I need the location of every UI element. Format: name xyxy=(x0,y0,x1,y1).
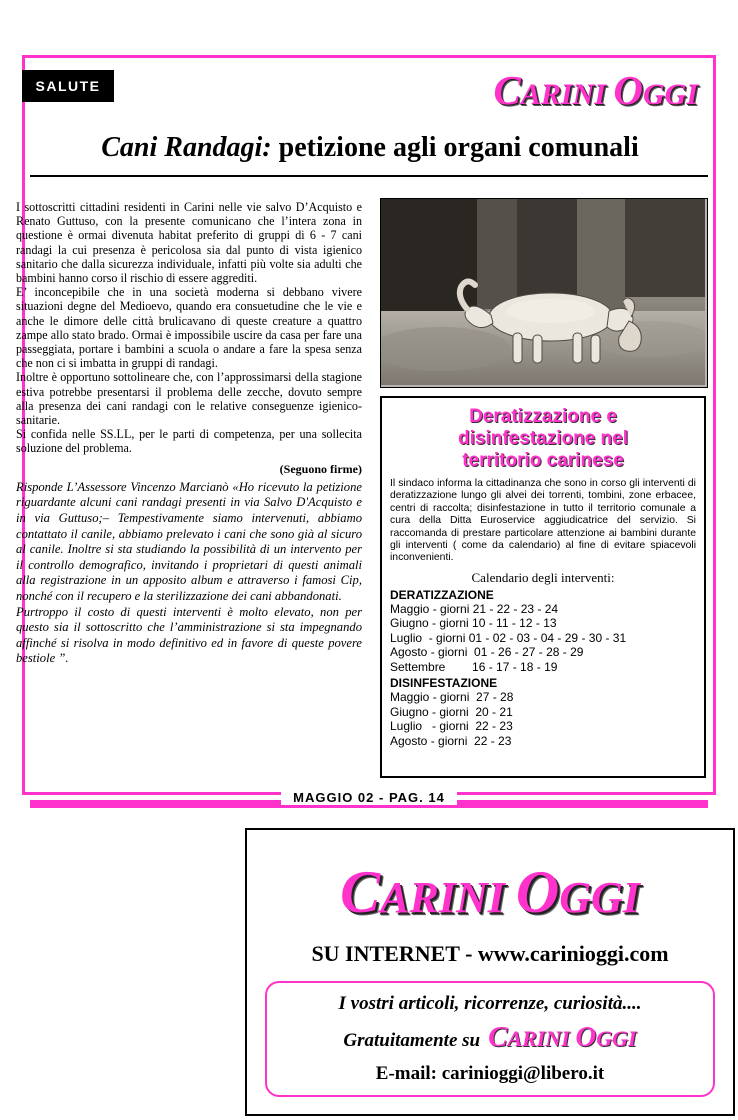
calendar-section-title: DERATIZZAZIONE xyxy=(390,587,494,602)
advert-masthead xyxy=(247,858,733,927)
article-signature: (Seguono firme) xyxy=(279,461,362,476)
calendar-row: Agosto - giorni 22 - 23 xyxy=(390,733,512,748)
article-paragraph: E’ inconcepibile che in una società moderna si debbano vivere situazioni degne del Medioevo, quando era consuetudine che le vie e anche le dimore delle città brulicavano di queste creature a quattro zampe allo stato brado. Ormai è impossibile uscire da casa per fare una passeggiata, portare i bambini a scuola o andare a fare la spesa senza che non ci si imbatta in gruppi di randagi. xyxy=(16,285,362,371)
advert-inner-line2-text: Gratuitamente su xyxy=(343,1030,481,1051)
deratizzazione-body: Il sindaco informa la cittadinanza che sono in corso gli interventi di deratizzazione lungo gli alvei dei torrenti, tombini, zone erbacee, centri di raccolta; disinfestazione in tutto il territorio comunale a cura della Ditta Euroservice aggiudicatrice del servizio. Si raccomanda di prestare particolare attenzione ai bambini durante gli interventi ( come da calendario) al fine di evitare spiacevoli inconvenienti. xyxy=(390,478,696,564)
advert-inner-mini-ggi: GGI xyxy=(596,1026,637,1051)
deratizzazione-title-line3: territorio carinese xyxy=(462,450,624,471)
article-headline xyxy=(30,132,710,164)
section-tab-salute xyxy=(22,70,114,102)
article-paragraph: Si confida nelle SS.LL, per le parti di competenza, per una sollecita soluzione del problema. xyxy=(16,427,362,456)
advert-masthead-text-arini: ARINI xyxy=(380,873,516,922)
advert-masthead-cap-o: O xyxy=(515,859,560,925)
deratizzazione-title xyxy=(390,406,696,472)
footer-issue-label: MAGGIO 02 - PAG. 14 xyxy=(281,790,457,805)
advert-inner-mini-cap-o: O xyxy=(575,1021,597,1053)
deratizzazione-box xyxy=(380,396,706,778)
section-tab-label: SALUTE xyxy=(35,78,101,94)
calendar-row: Settembre 16 - 17 - 18 - 19 xyxy=(390,659,558,674)
advert-inner-box xyxy=(265,981,715,1097)
calendar-row: Luglio - giorni 22 - 23 xyxy=(390,719,513,734)
advert-inner-line2 xyxy=(275,1021,705,1054)
calendar-section-title: DISINFESTAZIONE xyxy=(390,676,498,691)
calendar-heading: Calendario degli interventi: xyxy=(471,569,615,585)
stray-dog-photo-graphic xyxy=(381,199,705,385)
footer-issue-line xyxy=(0,790,738,805)
advert-internet-line[interactable]: SU INTERNET - www.carinioggi.com xyxy=(311,941,669,966)
advert-inner-line1: I vostri articoli, ricorrenze, curiosità.... xyxy=(338,993,642,1014)
advert-inner-mini-cap-c: C xyxy=(488,1021,508,1053)
advert-email-line[interactable]: E-mail: carinioggi@libero.it xyxy=(375,1063,605,1084)
article-paragraph: Inoltre è opportuno sottolineare che, con l’approssimarsi della stagione estiva potrebbe presentarsi il problema delle zecche, dovuto sempre alla presenza dei cani randagi con le relative conseguenze igienico-sanitarie. xyxy=(16,370,362,428)
advert-box xyxy=(245,828,735,1116)
calendar-row: Giugno - giorni 10 - 11 - 12 - 13 xyxy=(390,616,557,631)
advert-inner-mini-logo xyxy=(488,1021,637,1053)
advert-inner-mini-arini: ARINI xyxy=(507,1026,576,1051)
deratizzazione-title-line2: disinfestazione nel xyxy=(458,428,628,449)
article-body-column xyxy=(16,200,362,667)
headline-roman-part: petizione agli organi comunali xyxy=(271,132,639,163)
reply-paragraph: Risponde L’Assessore Vincenzo Marcianò «Ho ricevuto la petizione riguardante alcuni cani randagi presenti in via Salvo D'Acquisto e in via Guttuso;– Tempestivamente siamo intervenuti, abbiamo contattato il canile, abbiamo prelevato i cani che sono già al sicuro al canile. Inoltre si sta studiando la possibilità di un intervento per il controllo demografico, invitando i proprietari di questi animali alla registrazione in un apposito album e attraverso i famosi Cip, nonché con il recupero e la sterilizzazione dei cani abbandonati. xyxy=(16,479,362,604)
masthead-cap-c: C xyxy=(493,67,521,113)
article-reply-block xyxy=(16,480,362,667)
article-paragraph: I sottoscritti cittadini residenti in Carini nelle vie salvo D’Acquisto e Renato Guttuso, con la presente comunicano che l’intera zona in questione è ormai divenuta habitat preferito di gruppi di 6 - 7 cani randagi la cui presenza è pericolosa sia dal punto di vista igienico sanitario che dalla sicurezza individuale, infatti più volte sia adulti che bambini hanno corso il rischio di essere aggrediti. xyxy=(16,200,362,286)
headline-italic-part: Cani Randagi: xyxy=(101,132,272,163)
masthead-text-arini: ARINI xyxy=(520,78,614,111)
calendar-row: Agosto - giorni 01 - 26 - 27 - 28 - 29 xyxy=(390,645,584,660)
calendar-row: Giugno - giorni 20 - 21 xyxy=(390,704,513,719)
advert-masthead-text-ggi: GGI xyxy=(559,873,640,922)
masthead-logo xyxy=(493,66,698,114)
masthead-cap-o: O xyxy=(613,67,643,113)
calendar-row: Maggio - giorni 27 - 28 xyxy=(390,690,514,705)
reply-paragraph: Purtroppo il costo di questi interventi è molto elevato, non per questo sia il sottoscritto che l’amministrazione si sta impegnando affinché si risolva in modo definitivo ed in favore di queste povere bestiole ”. xyxy=(16,604,362,666)
calendar-row: Maggio - giorni 21 - 22 - 23 - 24 xyxy=(390,601,559,616)
headline-divider xyxy=(30,175,708,177)
article-photo xyxy=(380,198,708,388)
calendar-row: Luglio - giorni 01 - 02 - 03 - 04 - 29 - 30 - 31 xyxy=(390,630,627,645)
deratizzazione-title-line1: Deratizzazione e xyxy=(469,406,617,427)
advert-masthead-cap-c: C xyxy=(340,859,381,925)
masthead-text-ggi: GGI xyxy=(642,78,698,111)
